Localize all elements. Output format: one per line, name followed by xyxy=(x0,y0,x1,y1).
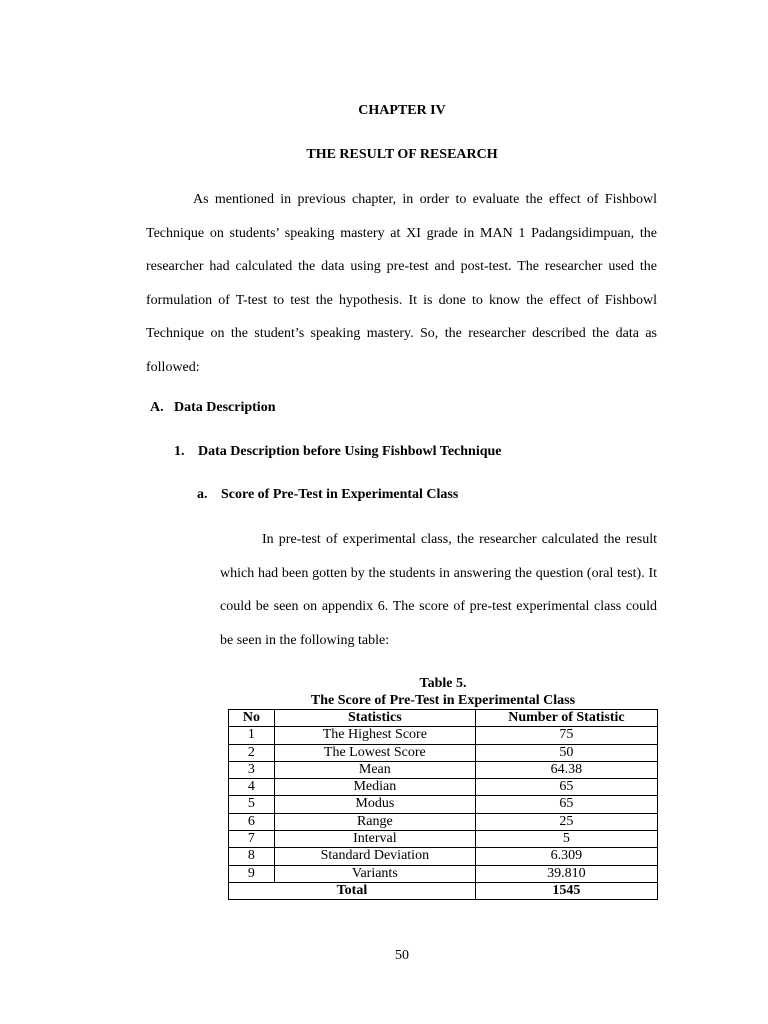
table-row xyxy=(229,779,658,796)
row-value: 50 xyxy=(475,744,657,761)
section-marker: A. xyxy=(150,400,164,415)
row-value: 64.38 xyxy=(475,761,657,778)
sub-subsection-heading-a xyxy=(197,487,458,503)
table-row xyxy=(229,744,658,761)
row-value: 6.309 xyxy=(475,848,657,865)
row-statistic: The Highest Score xyxy=(274,727,475,744)
row-statistic: Interval xyxy=(274,831,475,848)
row-statistic: The Lowest Score xyxy=(274,744,475,761)
table-row xyxy=(229,813,658,830)
row-value: 75 xyxy=(475,727,657,744)
row-value: 39.810 xyxy=(475,865,657,882)
table-header-row xyxy=(229,710,658,727)
table-row xyxy=(229,848,658,865)
row-no: 2 xyxy=(229,744,275,761)
row-no: 5 xyxy=(229,796,275,813)
sub-subsection-marker: a. xyxy=(197,487,208,502)
row-statistic: Range xyxy=(274,813,475,830)
row-no: 9 xyxy=(229,865,275,882)
pretest-paragraph: In pre-test of experimental class, the researcher calculated the result which had been gotten by the students in answering the question (oral test). It could be seen on appendix 6. The score of pre-test experimental class could be seen in the following table: xyxy=(220,532,657,648)
table-title: The Score of Pre-Test in Experimental Class xyxy=(310,693,576,708)
section-heading-a xyxy=(150,400,276,416)
page-number: 50 xyxy=(395,948,409,963)
table-row xyxy=(229,865,658,882)
row-value: 65 xyxy=(475,796,657,813)
section-title: Data Description xyxy=(174,400,276,415)
row-value: 5 xyxy=(475,831,657,848)
total-value: 1545 xyxy=(475,882,657,899)
table-row xyxy=(229,831,658,848)
statistics-table xyxy=(228,709,658,900)
subsection-heading-1 xyxy=(174,444,502,460)
row-value: 25 xyxy=(475,813,657,830)
header-number-of-statistic: Number of Statistic xyxy=(475,710,657,727)
pretest-paragraph-block xyxy=(220,523,657,657)
subsection-title: Data Description before Using Fishbowl Technique xyxy=(198,444,502,459)
header-no: No xyxy=(229,710,275,727)
table-total-row xyxy=(229,882,658,899)
row-statistic: Median xyxy=(274,779,475,796)
intro-paragraph-block xyxy=(146,183,657,385)
row-no: 4 xyxy=(229,779,275,796)
row-statistic: Variants xyxy=(274,865,475,882)
subsection-marker: 1. xyxy=(174,444,185,459)
total-label: Total xyxy=(229,882,476,899)
table-row xyxy=(229,761,658,778)
row-no: 6 xyxy=(229,813,275,830)
chapter-heading: CHAPTER IV xyxy=(358,103,446,118)
row-no: 3 xyxy=(229,761,275,778)
chapter-title: THE RESULT OF RESEARCH xyxy=(306,147,498,162)
row-no: 7 xyxy=(229,831,275,848)
table-number: Table 5. xyxy=(419,676,467,691)
table-row xyxy=(229,727,658,744)
sub-subsection-title: Score of Pre-Test in Experimental Class xyxy=(221,487,459,502)
header-statistics: Statistics xyxy=(274,710,475,727)
row-statistic: Standard Deviation xyxy=(274,848,475,865)
row-statistic: Mean xyxy=(274,761,475,778)
intro-paragraph: As mentioned in previous chapter, in order to evaluate the effect of Fishbowl Technique on students’ speaking mastery at XI grade in MAN 1 Padangsidimpuan, the researcher had calculated the data using pre-test and post-test. The researcher used the formulation of T-test to test the hypothesis. It is done to know the effect of Fishbowl Technique on the student’s speaking mastery. So, the researcher described the data as followed: xyxy=(146,192,657,375)
row-value: 65 xyxy=(475,779,657,796)
row-statistic: Modus xyxy=(274,796,475,813)
row-no: 8 xyxy=(229,848,275,865)
table-row xyxy=(229,796,658,813)
row-no: 1 xyxy=(229,727,275,744)
